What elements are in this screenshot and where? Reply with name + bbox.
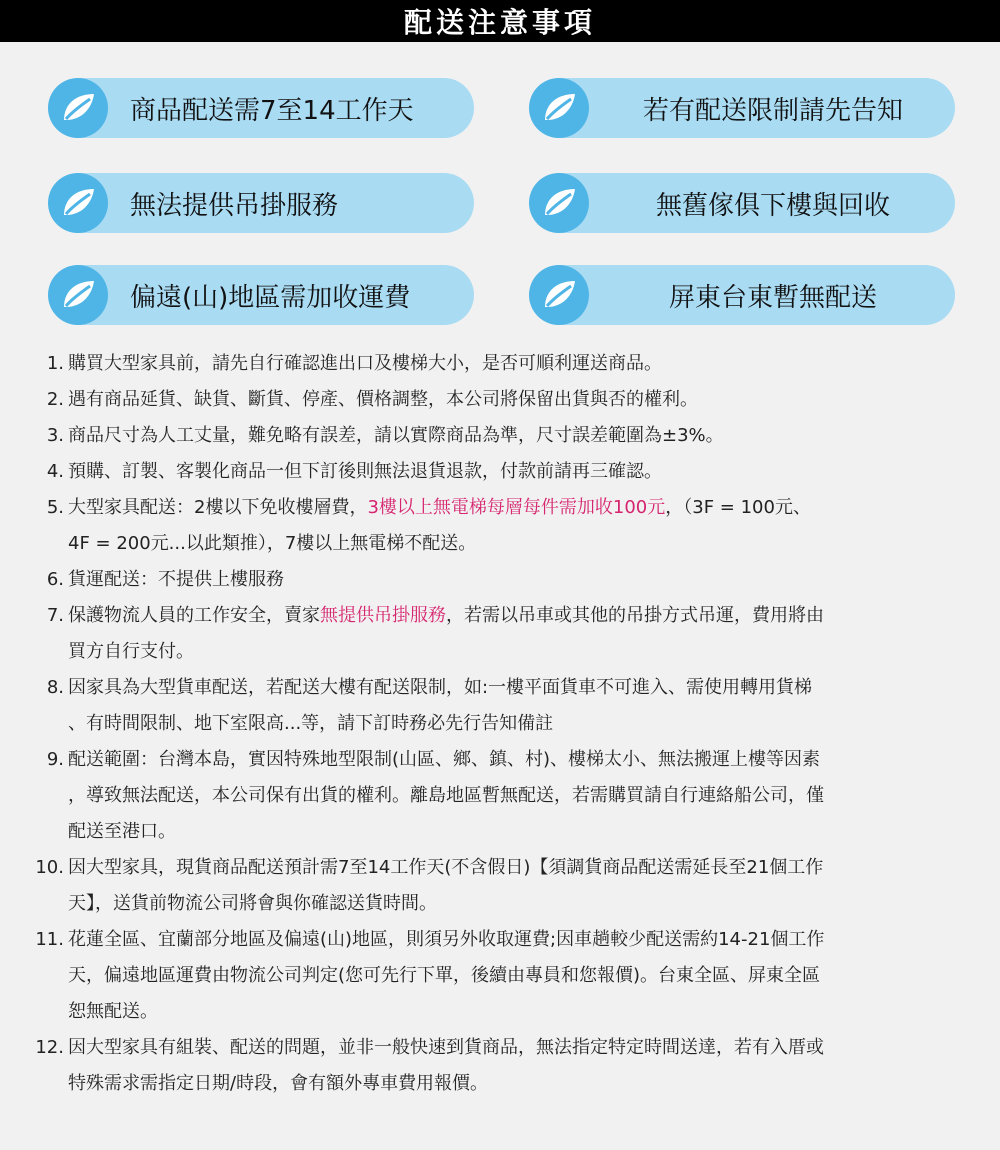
list-item: 4. 預購、訂製、客製化商品一但下訂後則無法退貨退款，付款前請再三確認。 <box>46 461 662 482</box>
list-item: 8. 因家具為大型貨車配送，若配送大樓有配送限制，如:一樓平面貨車不可進入、需使用轉用貨梯 、有時間限制、地下室限高...等，請下訂時務必先行告知備註 <box>46 677 813 734</box>
pill-no-delivery-area <box>531 265 955 325</box>
pill-label: 無法提供吊掛服務 <box>130 190 339 221</box>
pill-remote-fee <box>50 265 474 325</box>
pill-label: 偏遠(山)地區需加收運費 <box>130 282 411 313</box>
pill-label: 若有配送限制請先告知 <box>642 95 903 126</box>
pill-label: 商品配送需7至14工作天 <box>130 95 414 126</box>
list-item: 7. 保護物流人員的工作安全，賣家無提供吊掛服務，若需以吊車或其他的吊掛方式吊運，費用將由 買方自行支付。 <box>46 605 824 662</box>
pill-no-hoisting <box>50 173 474 233</box>
pill-no-recycle <box>531 173 955 233</box>
list-item: 10. 因大型家具，現貨商品配送預計需7至14工作天(不含假日)【須調貨商品配送需延長至21個工作 天】，送貨前物流公司將會與你確認送貨時間。 <box>35 857 824 914</box>
leaf-icon <box>529 265 589 325</box>
pill-delivery-days <box>50 78 474 138</box>
pill-label: 屏東台東暫無配送 <box>668 282 877 313</box>
leaf-icon <box>48 173 108 233</box>
leaf-icon <box>48 265 108 325</box>
leaf-icon <box>529 173 589 233</box>
pill-delivery-restriction <box>531 78 955 138</box>
list-item: 2. 遇有商品延貨、缺貨、斷貨、停產、價格調整，本公司將保留出貨與否的權利。 <box>46 389 698 410</box>
highlight-text: 3樓以上無電梯每層每件需加收100元 <box>367 497 666 518</box>
highlight-text: 無提供吊掛服務 <box>320 605 446 626</box>
pill-label: 無舊傢俱下樓與回收 <box>655 190 890 221</box>
list-item: 3. 商品尺寸為人工丈量，難免略有誤差，請以實際商品為準，尺寸誤差範圍為±3%。 <box>46 425 724 446</box>
leaf-icon <box>48 78 108 138</box>
title-bar <box>0 0 1000 42</box>
list-item: 1. 購買大型家具前，請先自行確認進出口及樓梯大小，是否可順利運送商品。 <box>46 353 662 374</box>
notes-list <box>28 346 988 1102</box>
list-item: 11. 花蓮全區、宜蘭部分地區及偏遠(山)地區，則須另外收取運費;因車趟較少配送需約14-21個工作 天，偏遠地區運費由物流公司判定(您可先行下單，後續由專員和您報價)。台東全區、屏東全區 恕無配送。 <box>35 929 825 1022</box>
page-title: 配送注意事項 <box>403 6 596 39</box>
list-item: 5. 大型家具配送：2樓以下免收樓層費，3樓以上無電梯每層每件需加收100元，（3F = 100元、 4F = 200元...以此類推），7樓以上無電梯不配送。 <box>46 497 811 554</box>
leaf-icon <box>529 78 589 138</box>
list-item: 6. 貨運配送：不提供上樓服務 <box>46 569 284 590</box>
list-item: 12. 因大型家具有組裝、配送的問題，並非一般快速到貨商品，無法指定特定時間送達，若有入厝或 特殊需求需指定日期/時段，會有額外專車費用報價。 <box>35 1037 824 1094</box>
title-background <box>0 0 1000 42</box>
list-item: 9. 配送範圍：台灣本島，實因特殊地型限制(山區、鄉、鎮、村)、樓梯太小、無法搬運上樓等因素 ，導致無法配送，本公司保有出貨的權利。離島地區暫無配送，若需購買請自行連絡船公司，僅 配送至港口。 <box>46 749 824 842</box>
